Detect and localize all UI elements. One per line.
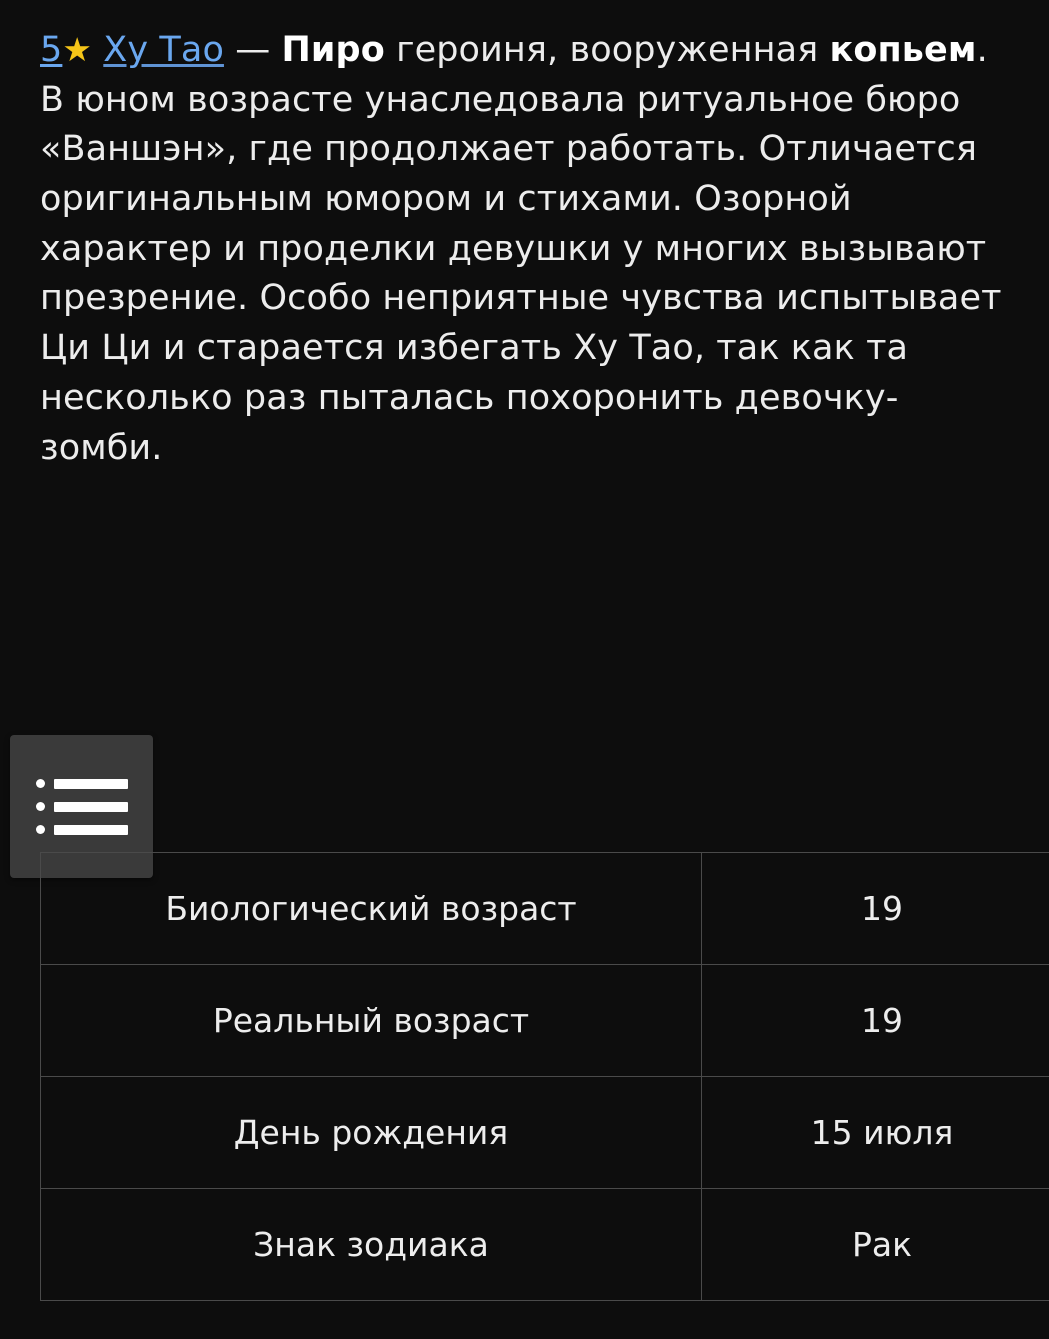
bullet-dot [36,825,45,834]
dash-separator: — [235,30,271,70]
rarity-link[interactable] [40,30,92,70]
character-name-link[interactable]: Ху Тао [103,30,224,70]
row-value: Рак [702,1189,1049,1301]
bullet-line [54,779,128,789]
element-label: Пиро [281,30,385,70]
bulleted-list-icon [36,766,128,848]
intro-text: героиня, вооруженная [384,30,830,70]
character-info-table [40,852,1049,1301]
row-label: Биологический возраст [41,853,702,965]
list-icon-row [36,802,128,812]
bullet-line [54,825,128,835]
table-body [41,853,1049,1301]
weapon-label: копьем [829,30,977,70]
list-icon-row [36,825,128,835]
character-description [40,26,1009,473]
bullet-dot [36,779,45,788]
row-label: Знак зодиака [41,1189,702,1301]
star-icon: ★ [62,30,93,69]
row-value: 19 [702,853,1049,965]
row-value: 19 [702,965,1049,1077]
table-row [41,965,1049,1077]
character-info-table-wrapper [40,852,1022,1301]
row-value: 15 июля [702,1077,1049,1189]
row-label: День рождения [41,1077,702,1189]
bullet-dot [36,802,45,811]
rarity-value: 5 [40,30,63,70]
bullet-line [54,802,128,812]
table-row [41,853,1049,965]
body-text: . В юном возрасте унаследовала ритуальное бюро «Ваншэн», где продолжает работать. Отличается оригинальным юмором и стихами. Озорной характер и проделки девушки у многих вызывают презрение. Особо неприятные чувства испытывает Ци Ци и старается избегать Ху Тао, так как та несколько раз пыталась похоронить девочку-зомби. [40,30,1002,468]
list-icon-row [36,779,128,789]
row-label: Реальный возраст [41,965,702,1077]
table-row [41,1189,1049,1301]
table-row [41,1077,1049,1189]
